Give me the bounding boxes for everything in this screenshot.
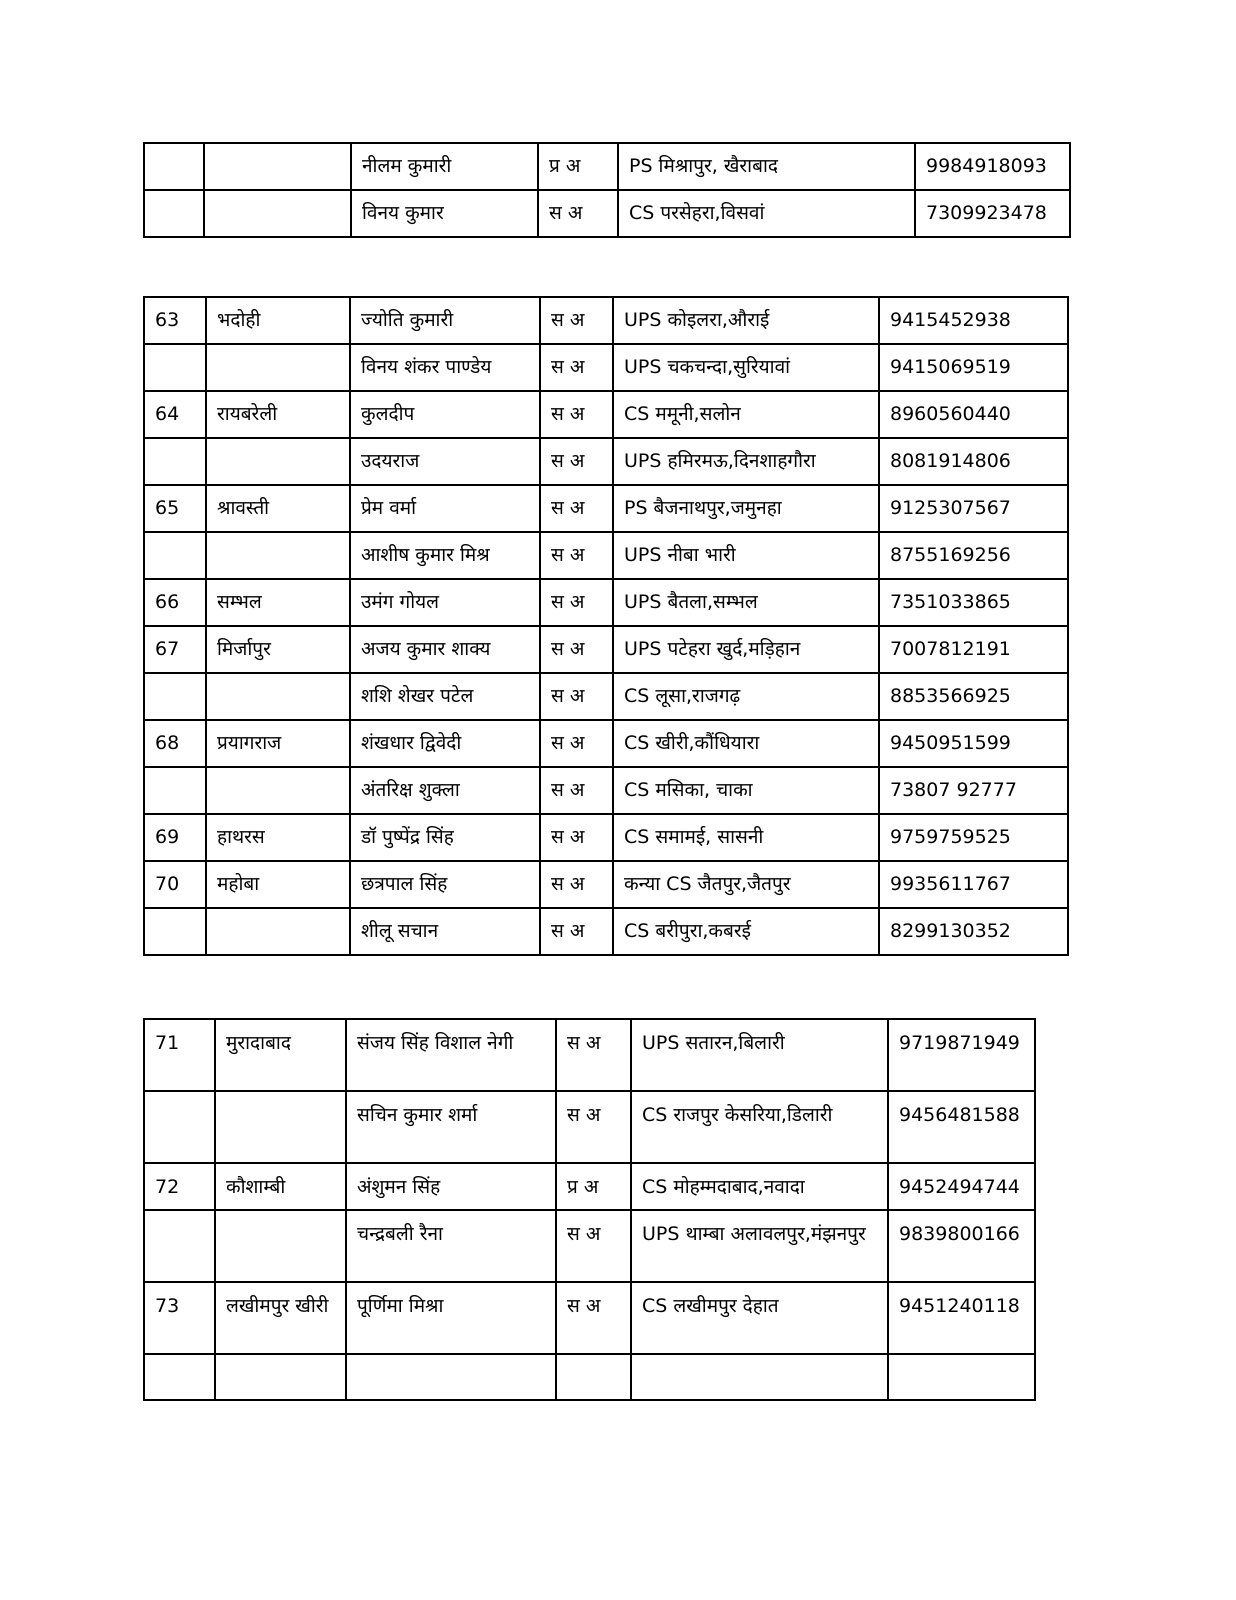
cell-mobile: 9450951599 [879,720,1068,767]
cell-mobile: 9984918093 [915,143,1070,190]
cell-post: स अ [540,579,613,626]
cell-mobile: 9935611767 [879,861,1068,908]
cell-school: कन्या CS जैतपुर,जैतपुर [613,861,879,908]
table-row [144,190,1070,237]
table-row [144,908,1068,955]
cell-post: स अ [540,297,613,344]
cell-post: स अ [556,1019,631,1091]
cell-mobile: 9415069519 [879,344,1068,391]
cell-serial: 64 [144,391,206,438]
cell-post: स अ [540,438,613,485]
cell-school: PS बैजनाथपुर,जमुनहा [613,485,879,532]
cell-name: विनय कुमार [351,190,538,237]
cell-district [206,438,350,485]
cell-serial: 66 [144,579,206,626]
cell-school: PS मिश्रापुर, खैराबाद [618,143,915,190]
cell-mobile: 8755169256 [879,532,1068,579]
cell-name: शशि शेखर पटेल [350,673,540,720]
cell-name: ज्योति कुमारी [350,297,540,344]
table-row [144,438,1068,485]
cell-school: CS मसिका, चाका [613,767,879,814]
cell-name: पूर्णिमा मिश्रा [346,1282,556,1354]
cell-school: UPS कोइलरा,औराई [613,297,879,344]
cell-name: शंखधार द्विवेदी [350,720,540,767]
cell-serial [144,190,204,237]
cell-serial: 63 [144,297,206,344]
cell-school: CS मोहम्मदाबाद,नवादा [631,1163,888,1210]
cell-mobile: 9415452938 [879,297,1068,344]
cell-district [204,143,351,190]
cell-district [215,1210,346,1282]
cell-post: स अ [540,673,613,720]
cell-district: महोबा [206,861,350,908]
cell-district [206,344,350,391]
cell-district: मुरादाबाद [215,1019,346,1091]
cell-district: लखीमपुर खीरी [215,1282,346,1354]
cell-name: नीलम कुमारी [351,143,538,190]
cell-school [631,1354,888,1400]
table-row [144,391,1068,438]
cell-post: स अ [538,190,618,237]
cell-school: CS ममूनी,सलोन [613,391,879,438]
cell-district [204,190,351,237]
table-3 [143,1018,1036,1401]
cell-district: श्रावस्ती [206,485,350,532]
cell-district: कौशाम्बी [215,1163,346,1210]
cell-serial [144,143,204,190]
cell-serial [144,1354,215,1400]
cell-post: स अ [556,1091,631,1163]
cell-name: अंतरिक्ष शुक्ला [350,767,540,814]
cell-mobile: 9125307567 [879,485,1068,532]
cell-post: स अ [540,767,613,814]
cell-school: UPS पटेहरा खुर्द,मड़िहान [613,626,879,673]
cell-mobile: 9759759525 [879,814,1068,861]
cell-serial [144,344,206,391]
cell-name [346,1354,556,1400]
cell-school: CS बरीपुरा,कबरई [613,908,879,955]
cell-mobile: 9719871949 [888,1019,1035,1091]
cell-post: स अ [540,908,613,955]
cell-mobile: 73807 92777 [879,767,1068,814]
cell-name: आशीष कुमार मिश्र [350,532,540,579]
table-row [144,626,1068,673]
cell-mobile: 8299130352 [879,908,1068,955]
cell-name: संजय सिंह विशाल नेगी [346,1019,556,1091]
cell-post: स अ [540,391,613,438]
cell-serial: 65 [144,485,206,532]
cell-mobile: 7351033865 [879,579,1068,626]
table-row [144,861,1068,908]
table-row [144,579,1068,626]
table-row [144,1091,1035,1163]
cell-district: मिर्जापुर [206,626,350,673]
cell-school: UPS नीबा भारी [613,532,879,579]
cell-post: स अ [540,814,613,861]
cell-district: हाथरस [206,814,350,861]
cell-school: CS समामई, सासनी [613,814,879,861]
cell-post: प्र अ [538,143,618,190]
cell-name: विनय शंकर पाण्डेय [350,344,540,391]
cell-name: चन्द्रबली रैना [346,1210,556,1282]
cell-serial: 71 [144,1019,215,1091]
cell-serial [144,908,206,955]
cell-school: UPS सतारन,बिलारी [631,1019,888,1091]
table-row [144,1163,1035,1210]
cell-name: शीलू सचान [350,908,540,955]
cell-school: UPS हमिरमऊ,दिनशाहगौरा [613,438,879,485]
cell-mobile: 9456481588 [888,1091,1035,1163]
cell-district: सम्भल [206,579,350,626]
cell-mobile: 8960560440 [879,391,1068,438]
cell-district [215,1091,346,1163]
cell-district: रायबरेली [206,391,350,438]
table-row [144,673,1068,720]
cell-name: उमंग गोयल [350,579,540,626]
cell-name: उदयराज [350,438,540,485]
cell-mobile: 9839800166 [888,1210,1035,1282]
cell-name: कुलदीप [350,391,540,438]
cell-serial: 67 [144,626,206,673]
cell-serial [144,673,206,720]
cell-serial: 70 [144,861,206,908]
cell-school: CS राजपुर केसरिया,डिलारी [631,1091,888,1163]
cell-name: अजय कुमार शाक्य [350,626,540,673]
cell-district: प्रयागराज [206,720,350,767]
cell-school: CS लखीमपुर देहात [631,1282,888,1354]
cell-serial [144,767,206,814]
cell-post: स अ [540,344,613,391]
cell-serial: 73 [144,1282,215,1354]
cell-mobile [888,1354,1035,1400]
cell-school: UPS चकचन्दा,सुरियावां [613,344,879,391]
table-row [144,485,1068,532]
cell-mobile: 8853566925 [879,673,1068,720]
cell-school: UPS थाम्बा अलावलपुर,मंझनपुर [631,1210,888,1282]
table-row [144,1019,1035,1091]
cell-post: स अ [540,626,613,673]
cell-post: स अ [540,720,613,767]
cell-post: स अ [556,1210,631,1282]
cell-serial: 69 [144,814,206,861]
cell-district [206,767,350,814]
cell-post [556,1354,631,1400]
cell-serial: 68 [144,720,206,767]
cell-district [215,1354,346,1400]
table-row [144,1210,1035,1282]
cell-post: स अ [540,861,613,908]
table-2 [143,296,1069,956]
table-row [144,814,1068,861]
cell-post: स अ [556,1282,631,1354]
cell-district [206,532,350,579]
cell-school: UPS बैतला,सम्भल [613,579,879,626]
cell-district: भदोही [206,297,350,344]
cell-serial [144,1091,215,1163]
cell-mobile: 9451240118 [888,1282,1035,1354]
cell-name: प्रेम वर्मा [350,485,540,532]
cell-mobile: 9452494744 [888,1163,1035,1210]
table-row [144,1354,1035,1400]
cell-mobile: 7309923478 [915,190,1070,237]
table-row [144,720,1068,767]
cell-post: प्र अ [556,1163,631,1210]
cell-district [206,908,350,955]
table-1 [143,142,1071,238]
table-row [144,532,1068,579]
table-row [144,297,1068,344]
cell-mobile: 7007812191 [879,626,1068,673]
cell-serial [144,532,206,579]
table-row [144,143,1070,190]
cell-school: CS परसेहरा,विसवां [618,190,915,237]
table-row [144,344,1068,391]
cell-serial [144,438,206,485]
cell-serial: 72 [144,1163,215,1210]
cell-district [206,673,350,720]
cell-serial [144,1210,215,1282]
cell-school: CS लूसा,राजगढ़ [613,673,879,720]
table-row [144,767,1068,814]
cell-name: अंशुमन सिंह [346,1163,556,1210]
table-row [144,1282,1035,1354]
cell-name: छत्रपाल सिंह [350,861,540,908]
cell-school: CS खीरी,कौंधियारा [613,720,879,767]
cell-post: स अ [540,532,613,579]
cell-name: सचिन कुमार शर्मा [346,1091,556,1163]
cell-mobile: 8081914806 [879,438,1068,485]
cell-name: डॉ पुष्पेंद्र सिंह [350,814,540,861]
cell-post: स अ [540,485,613,532]
